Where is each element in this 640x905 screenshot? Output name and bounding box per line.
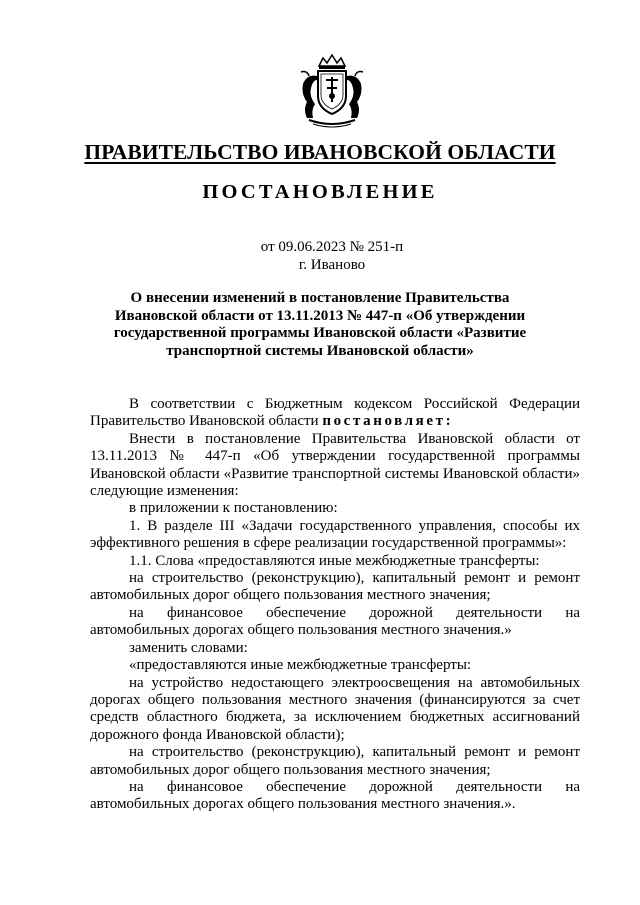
organization-title-text: ПРАВИТЕЛЬСТВО ИВАНОВСКОЙ ОБЛАСТИ <box>84 140 556 164</box>
body-paragraph: 1.1. Слова «предоставляются иные межбюджетные трансферты: <box>129 552 540 569</box>
document-type: ПОСТАНОВЛЕНИЕ <box>202 181 438 203</box>
organization-title <box>0 140 640 165</box>
subject-line: государственной программы Ивановской области «Развитие <box>113 325 527 341</box>
body-paragraph: на строительство (реконструкцию), капитальный ремонт и ремонт автомобильных дорог общего пользования местного значения; <box>90 570 580 604</box>
subject-line: О внесении изменений в постановление Правительства <box>130 290 510 306</box>
subject-line: транспортной системы Ивановской области» <box>166 342 474 359</box>
body-paragraph: на строительство (реконструкцию), капитальный ремонт и ремонт автомобильных дорог общего пользования местного значения; <box>90 744 580 778</box>
body-paragraph: «предоставляются иные межбюджетные трансферты: <box>129 657 472 674</box>
document-subject <box>100 290 540 360</box>
coat-of-arms-icon <box>293 52 371 130</box>
resolves-keyword: постановляет: <box>322 413 454 430</box>
body-paragraph <box>90 396 580 431</box>
body-paragraph: Внести в постановление Правительства Ивановской области от 13.11.2013 № 447-п «Об утверждении государственной программы Ивановской области «Развитие транспортной системы Ивановской области» следующие изменения: <box>90 430 580 500</box>
body-paragraph: на финансовое обеспечение дорожной деятельности на автомобильных дорогах общего пользования местного значения.». <box>90 778 580 813</box>
document-body <box>90 396 580 814</box>
document-date-number: от 09.06.2023 № 251-п <box>260 239 404 255</box>
body-paragraph: в приложении к постановлению: <box>129 500 338 517</box>
body-paragraph: заменить словами: <box>129 639 248 656</box>
date-line-block <box>0 238 640 274</box>
document-city: г. Иваново <box>298 257 366 273</box>
body-paragraph: на финансовое обеспечение дорожной деятельности на автомобильных дорогах общего пользования местного значения.» <box>90 604 580 639</box>
body-paragraph: на устройство недостающего электроосвещения на автомобильных дорогах общего пользования местного значения (финансируются за счет средств областного бюджета, за исключением бюджетных ассигнований дорожного фонда Ивановской области); <box>90 674 580 743</box>
body-paragraph: 1. В разделе III «Задачи государственного управления, способы их эффективного решения в сфере реализации государственной программы»: <box>90 517 580 552</box>
preamble-text: В соответствии с Бюджетным кодексом Российской Федерации Правительство Ивановской области <box>90 396 580 430</box>
subject-line: Ивановской области от 13.11.2013 № 447-п «Об утверждении <box>114 307 526 324</box>
